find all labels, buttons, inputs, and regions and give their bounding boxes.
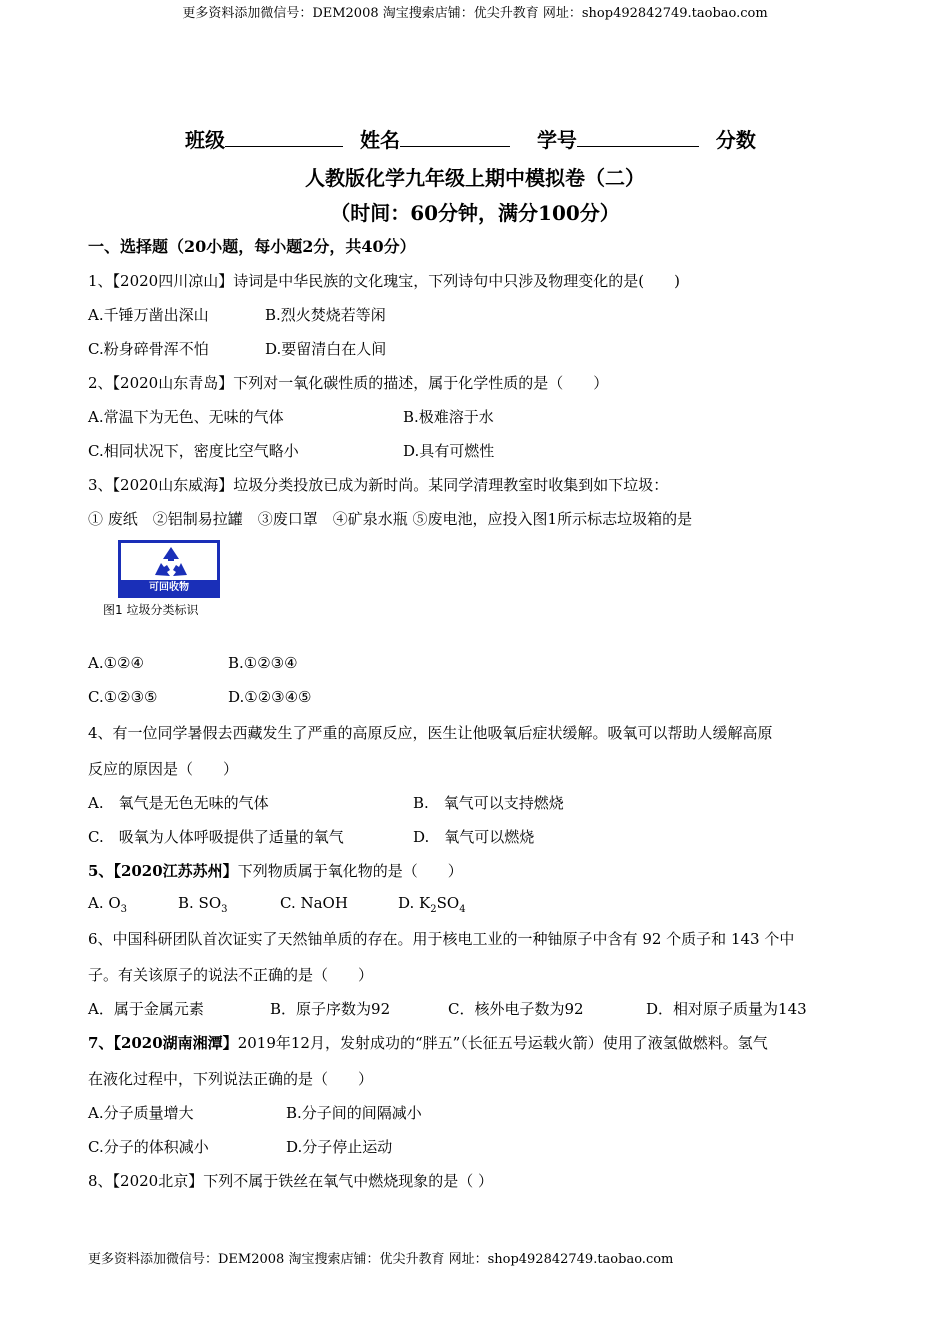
- q4-stem-2: 反应的原因是（ ）: [88, 760, 239, 778]
- q6-stem: 6、中国科研团队首次证实了天然铀单质的存在。用于核电工业的一种铀原子中含有 92 个质子和 143 个中: [88, 930, 795, 948]
- q4-stem: 4、有一位同学暑假去西藏发生了严重的高原反应，医生让他吸氧后症状缓解。吸氧可以帮助人缓解高原: [88, 724, 773, 742]
- q3-option-c: C.①②③⑤: [88, 688, 158, 706]
- q1-option-b: B.烈火焚烧若等闲: [265, 306, 386, 324]
- q6-option-b: B．原子序数为92: [270, 1000, 391, 1018]
- recycle-icon: [151, 545, 191, 581]
- figure-caption: 图1 垃圾分类标识: [103, 603, 199, 615]
- q3-option-b: B.①②③④: [228, 654, 298, 672]
- q2-option-a: A.常温下为无色、无味的气体: [88, 408, 284, 426]
- q7-option-d: D.分子停止运动: [286, 1138, 393, 1156]
- q5-a-sub: 3: [120, 904, 128, 915]
- q7-source: 【2020湖南湘潭】: [113, 1034, 238, 1052]
- class-blank: [225, 128, 343, 147]
- q7-stem: [88, 1032, 768, 1053]
- logo-label: 可回收物: [121, 580, 217, 595]
- q6-option-a: A．属于金属元素: [88, 1000, 204, 1018]
- q2-option-c: C.相同状况下，密度比空气略小: [88, 442, 299, 460]
- q8-stem: 8、【2020北京】下列不属于铁丝在氧气中燃烧现象的是（ ）: [88, 1172, 493, 1190]
- score-label: 分数: [715, 128, 756, 152]
- q6-option-c: C．核外电子数为92: [448, 1000, 584, 1018]
- q1-option-d: D.要留清白在人间: [265, 340, 387, 358]
- q3-stem-2: ① 废纸 ②铝制易拉罐 ③废口罩 ④矿泉水瓶 ⑤废电池，应投入图1所示标志垃圾箱的是: [88, 510, 693, 528]
- q3-option-a: A.①②④: [88, 654, 144, 672]
- q4-option-b: B. 氧气可以支持燃烧: [413, 794, 564, 812]
- q2-option-d: D.具有可燃性: [403, 442, 495, 460]
- q5-source: 【2020江苏苏州】: [113, 862, 238, 880]
- recycle-logo: [118, 540, 220, 598]
- q5-option-d: [398, 894, 466, 915]
- q3-option-d: D.①②③④⑤: [228, 688, 312, 706]
- class-label: 班级: [185, 128, 225, 152]
- page-footer: 更多资料添加微信号：DEM2008 淘宝搜索店铺：优尖升教育 网址：shop492842749.taobao.com: [88, 1252, 674, 1267]
- name-label: 姓名: [359, 128, 400, 152]
- student-info-line: [185, 124, 756, 153]
- name-blank: [400, 128, 510, 147]
- q4-option-c: C. 吸氧为人体呼吸提供了适量的氧气: [88, 828, 344, 846]
- q7-text: 2019年12月，发射成功的“胖五”（长征五号运载火箭）使用了液氢做燃料。氢气: [237, 1034, 768, 1052]
- q5-d-sub-2: 4: [459, 904, 466, 915]
- q7-option-c: C.分子的体积减小: [88, 1138, 209, 1156]
- id-label: 学号: [536, 128, 577, 152]
- q2-option-b: B.极难溶于水: [403, 408, 494, 426]
- q5-number: 5、: [88, 862, 114, 880]
- q3-stem: 3、【2020山东威海】垃圾分类投放已成为新时尚。某同学清理教室时收集到如下垃圾：: [88, 476, 669, 494]
- q5-option-b: [178, 894, 228, 915]
- q1-option-c: C.粉身碎骨浑不怕: [88, 340, 209, 358]
- q4-option-d: D. 氧气可以燃烧: [413, 828, 535, 846]
- q5-d-text: D. K: [398, 894, 431, 912]
- id-blank: [577, 128, 699, 147]
- q1-stem: 1、【2020四川凉山】诗词是中华民族的文化瑰宝，下列诗句中只涉及物理变化的是( ): [88, 272, 680, 290]
- q5-b-sub: 3: [221, 904, 228, 915]
- q6-stem-2: 子。有关该原子的说法不正确的是（ ）: [88, 966, 374, 984]
- q4-option-a: A. 氧气是无色无味的气体: [88, 794, 269, 812]
- section-title: 一、选择题（20小题，每小题2分，共40分）: [88, 237, 416, 256]
- q5-d-text-2: SO: [436, 894, 460, 912]
- q5-a-text: A. O: [88, 894, 121, 912]
- page-header: 更多资料添加微信号：DEM2008 淘宝搜索店铺：优尖升教育 网址：shop492842749.taobao.com: [182, 6, 768, 21]
- q1-option-a: A.千锤万凿出深山: [88, 306, 209, 324]
- q5-option-a: [88, 894, 127, 915]
- q2-stem: 2、【2020山东青岛】下列对一氧化碳性质的描述，属于化学性质的是（ ）: [88, 374, 609, 392]
- q7-number: 7、: [88, 1034, 114, 1052]
- q5-stem: [88, 860, 463, 881]
- q5-text: 下列物质属于氧化物的是（ ）: [237, 862, 463, 880]
- page-title: 人教版化学九年级上期中模拟卷（二）: [305, 166, 645, 190]
- q5-option-c: C. NaOH: [280, 894, 348, 912]
- q6-option-d: D．相对原子质量为143: [646, 1000, 807, 1018]
- q7-option-b: B.分子间的间隔减小: [286, 1104, 422, 1122]
- q5-d-sub: 2: [430, 904, 437, 915]
- q7-stem-2: 在液化过程中，下列说法正确的是（ ）: [88, 1070, 374, 1088]
- page-subtitle: （时间：60分钟，满分100分）: [330, 201, 620, 225]
- q7-option-a: A.分子质量增大: [88, 1104, 194, 1122]
- q5-b-text: B. SO: [178, 894, 222, 912]
